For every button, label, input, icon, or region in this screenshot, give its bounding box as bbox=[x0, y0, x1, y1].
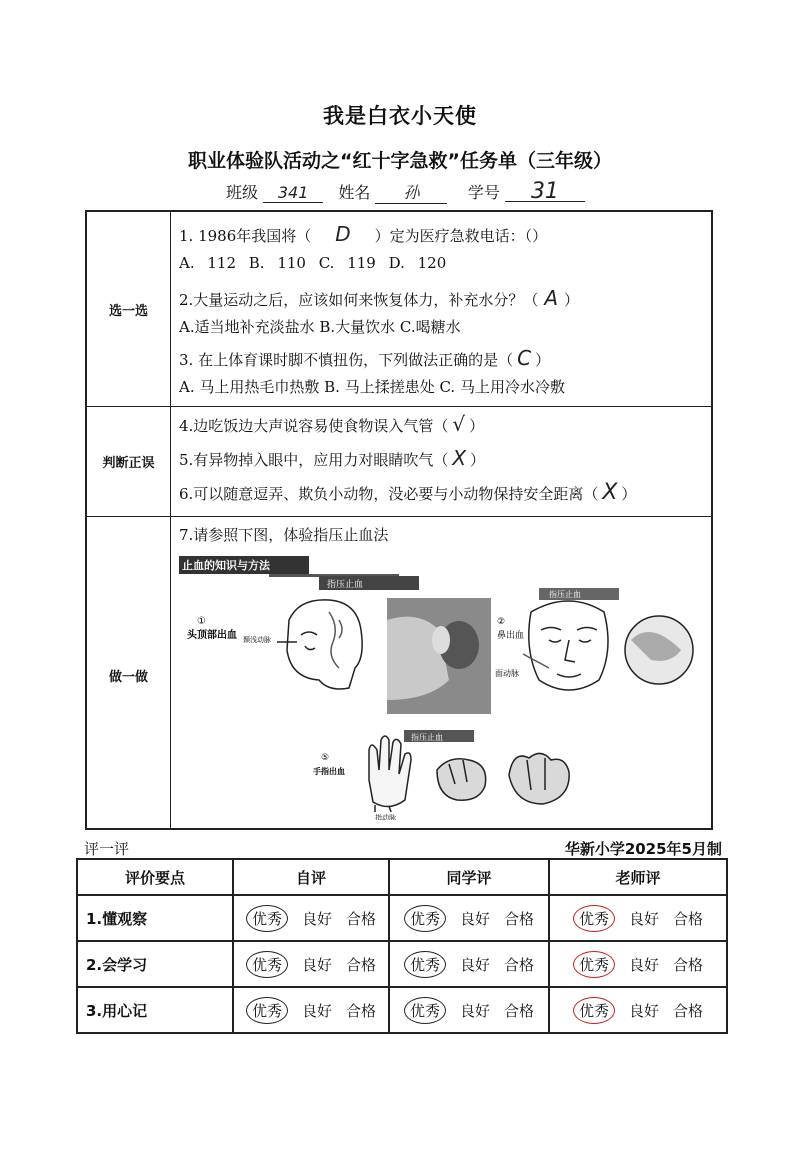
answer-2[interactable]: A bbox=[544, 286, 559, 310]
grade-excellent[interactable]: 优秀 bbox=[404, 997, 446, 1024]
question-3: 3. 在上体育课时脚不慎扭伤，下列做法正确的是（ C ） bbox=[179, 346, 551, 370]
teacher-eval-cell bbox=[549, 987, 727, 1033]
evaluation-title: 评一评 bbox=[84, 840, 130, 858]
grade-pass[interactable]: 合格 bbox=[673, 909, 704, 928]
grade-pass[interactable]: 合格 bbox=[504, 1001, 535, 1020]
header-teacher: 老师评 bbox=[549, 859, 727, 895]
self-eval-cell bbox=[233, 895, 389, 941]
banner-text: 止血的知识与方法 bbox=[182, 559, 270, 572]
section-judge: 判断正误 bbox=[102, 456, 155, 471]
row-divider bbox=[87, 516, 711, 517]
mid-label: 指压止血 bbox=[411, 733, 443, 742]
header-peer: 同学评 bbox=[389, 859, 549, 895]
criteria-label: 2.会学习 bbox=[77, 941, 233, 987]
head-diagram bbox=[277, 600, 362, 689]
self-eval-cell bbox=[233, 987, 389, 1033]
teacher-eval-cell bbox=[549, 941, 727, 987]
page-subtitle: 职业体验队活动之“红十字急救”任务单（三年级） bbox=[188, 150, 612, 172]
temporal-label: 颞浅动脉 bbox=[243, 636, 271, 644]
grade-pass[interactable]: 合格 bbox=[504, 909, 535, 928]
answer-3[interactable]: C bbox=[517, 346, 532, 370]
hand-diagram bbox=[369, 736, 411, 812]
head-num: ① bbox=[197, 616, 206, 627]
answer-4[interactable]: √ bbox=[452, 412, 466, 436]
section-choose: 选一选 bbox=[108, 304, 148, 319]
face-diagram bbox=[523, 601, 608, 690]
class-label: 班级 bbox=[226, 183, 259, 202]
answer-1[interactable]: D bbox=[335, 222, 351, 246]
column-divider bbox=[170, 212, 171, 828]
grade-good[interactable]: 良好 bbox=[459, 909, 490, 928]
name-field[interactable]: 孙 bbox=[375, 180, 447, 204]
face-artery-label: 面动脉 bbox=[495, 669, 519, 678]
question-3-options: A. 马上用热毛巾热敷 B. 马上揉搓患处 C. 马上用冷水冷敷 bbox=[179, 378, 565, 396]
answer-6[interactable]: X bbox=[602, 480, 618, 505]
evaluation-credit: 华新小学2025年5月制 bbox=[564, 840, 722, 858]
grade-excellent[interactable]: 优秀 bbox=[246, 905, 288, 932]
right-top-label: 指压止血 bbox=[549, 590, 581, 599]
question-1: 1. 1986年我国将（ D ）定为医疗急救电话：（） bbox=[179, 222, 548, 246]
grade-excellent[interactable]: 优秀 bbox=[246, 997, 288, 1024]
grade-pass[interactable]: 合格 bbox=[346, 955, 377, 974]
id-field[interactable]: 31 bbox=[505, 183, 585, 202]
evaluation-table bbox=[76, 858, 728, 1034]
self-eval-cell bbox=[233, 941, 389, 987]
answer-5[interactable]: X bbox=[452, 446, 467, 470]
criteria-label: 3.用心记 bbox=[77, 987, 233, 1033]
head-label: 头顶部出血 bbox=[187, 630, 237, 641]
hand-artery-label: 指动脉 bbox=[375, 814, 396, 820]
peer-eval-cell bbox=[389, 941, 549, 987]
row-divider bbox=[87, 406, 711, 407]
grade-pass[interactable]: 合格 bbox=[673, 1001, 704, 1020]
grade-excellent[interactable]: 优秀 bbox=[404, 905, 446, 932]
grade-good[interactable]: 良好 bbox=[459, 1001, 490, 1020]
grade-good[interactable]: 良好 bbox=[301, 1001, 332, 1020]
hand-press-2 bbox=[509, 753, 569, 804]
grade-pass[interactable]: 合格 bbox=[673, 955, 704, 974]
grade-excellent[interactable]: 优秀 bbox=[246, 951, 288, 978]
hand-num: ⑤ bbox=[321, 753, 330, 763]
first-aid-illustration bbox=[179, 550, 699, 820]
grade-excellent[interactable]: 优秀 bbox=[404, 951, 446, 978]
grade-good[interactable]: 良好 bbox=[301, 955, 332, 974]
table-row bbox=[77, 987, 727, 1033]
question-2: 2.大量运动之后，应该如何来恢复体力，补充水分？（ A ） bbox=[179, 286, 580, 310]
grade-good[interactable]: 良好 bbox=[459, 955, 490, 974]
header-criteria: 评价要点 bbox=[77, 859, 233, 895]
hand-press-1 bbox=[437, 759, 486, 800]
question-1-options: A. 112 B. 110 C. 119 D. 120 bbox=[179, 254, 447, 272]
table-row bbox=[77, 895, 727, 941]
peer-eval-cell bbox=[389, 987, 549, 1033]
grade-pass[interactable]: 合格 bbox=[346, 1001, 377, 1020]
grade-excellent[interactable]: 优秀 bbox=[573, 905, 615, 932]
top-label: 指压止血 bbox=[327, 580, 364, 590]
task-table bbox=[85, 210, 713, 830]
hand-label: 手指出血 bbox=[313, 767, 345, 776]
grade-good[interactable]: 良好 bbox=[301, 909, 332, 928]
grade-pass[interactable]: 合格 bbox=[346, 909, 377, 928]
class-field[interactable]: 341 bbox=[263, 183, 323, 203]
section-do: 做一做 bbox=[108, 670, 148, 685]
first-aid-figure bbox=[179, 550, 699, 820]
teacher-eval-cell bbox=[549, 895, 727, 941]
question-5: 5.有异物掉入眼中，应用力对眼睛吹气（ X ） bbox=[179, 446, 486, 470]
question-7: 7.请参照下图，体验指压止血法 bbox=[179, 526, 389, 544]
question-6: 6.可以随意逗弄、欺负小动物，没必要与小动物保持安全距离（ X ） bbox=[179, 480, 637, 505]
question-4: 4.边吃饭边大声说容易使食物误入气管（ √ ） bbox=[179, 412, 485, 436]
peer-eval-cell bbox=[389, 895, 549, 941]
table-row bbox=[77, 941, 727, 987]
nose-num: ② bbox=[497, 617, 506, 627]
criteria-label: 1.懂观察 bbox=[77, 895, 233, 941]
page-title: 我是白衣小天使 bbox=[323, 104, 477, 128]
nose-label: 鼻出血 bbox=[497, 631, 525, 641]
name-label: 姓名 bbox=[338, 183, 371, 202]
grade-good[interactable]: 良好 bbox=[628, 909, 659, 928]
question-2-options: A.适当地补充淡盐水 B.大量饮水 C.喝糖水 bbox=[179, 318, 461, 336]
grade-good[interactable]: 良好 bbox=[628, 955, 659, 974]
grade-good[interactable]: 良好 bbox=[628, 1001, 659, 1020]
grade-pass[interactable]: 合格 bbox=[504, 955, 535, 974]
grade-excellent[interactable]: 优秀 bbox=[573, 951, 615, 978]
id-label: 学号 bbox=[467, 183, 500, 202]
header-self: 自评 bbox=[233, 859, 389, 895]
student-info bbox=[226, 180, 585, 204]
grade-excellent[interactable]: 优秀 bbox=[573, 997, 615, 1024]
